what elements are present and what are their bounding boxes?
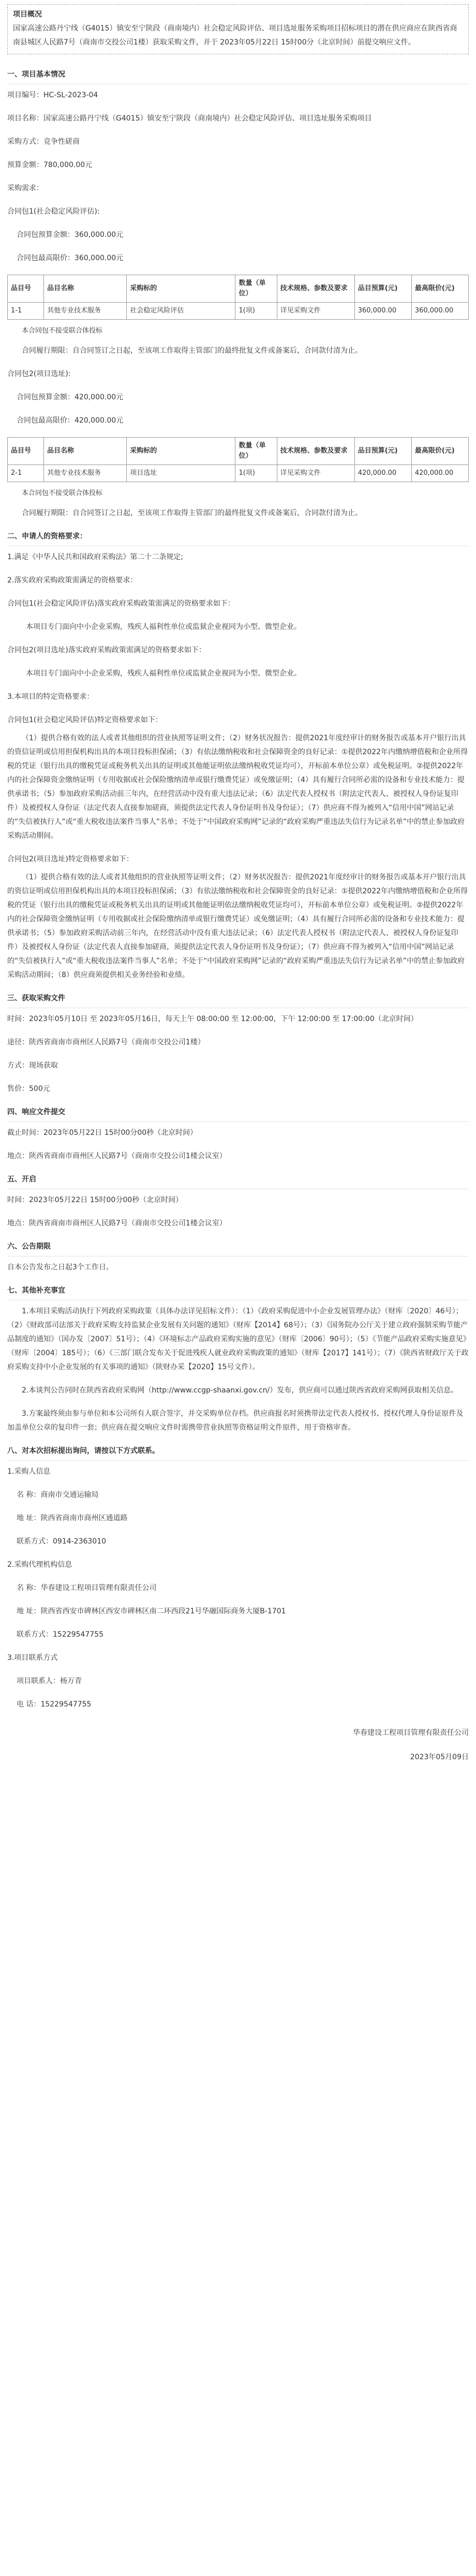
overview-text: 国家高速公路丹宁线（G4015）镇安至宁陕段（商南境内）社会稳定风险评估、项目选址服务采购项目招标项目的潜在供应商应在陕西省商南县城区人民路7号（商南市交投公司1楼）获取采购文件，并于 2023年05月22日 15时00分（北京时间）前提交响应文件。	[13, 24, 457, 47]
cell-max-price: 420,000.00	[411, 465, 468, 482]
submission-deadline: 截止时间：2023年05月22日 15时00分00秒（北京时间）	[7, 1129, 198, 1137]
supplementary-1: 1.本项目采购活动执行下列政府采购政策（具体办法详见招标文件）：（1）《政府采购促进中小企业发展管理办法》（财库〔2020〕46号）；（2）《财政部司法部关于政府采购支持监狱企业发展有关问题的通知》（财库【2014】68号）；（3）《国务院办公厅关于建立政府强制采购节能产品制度的通知》（国办发〔2007〕51号）；（4）《环境标志产品政府采购实施的意见》（财库〔2006〕90号）；（5）《节能产品政府采购实施意见》（财库〔2004〕185号）；（6）《三部门联合发布关于促进残疾人就业政府采购政策的通知》（财库【2017】141号）；（7）《陕西省财政厅关于政府采购支持中小企业发展的有关事项的通知》（陕财办采【2020】15号文件）。	[7, 1307, 469, 1371]
obtain-time: 时间：2023年05月10日 至 2023年05月16日，每天上午 08:00:00 至 12:00:00，下午 12:00:00 至 17:00:00（北京时间）	[7, 1015, 418, 1023]
opening-time: 时间：2023年05月22日 15时00分00秒（北京时间）	[7, 1196, 183, 1204]
section-title: 七、其他补充事宜	[7, 1284, 469, 1300]
lot1-policy-body: 本项目专门面向中小企业采购，残疾人福利性单位或监狱企业视同为小型、微型企业。	[26, 623, 301, 631]
lot-items-table	[7, 437, 469, 482]
col-header: 品目号	[8, 275, 44, 303]
project-overview-box	[7, 4, 469, 54]
cell-spec: 详见采购文件	[277, 303, 354, 320]
cell-budget: 360,000.00	[354, 303, 411, 320]
lot-items-table	[7, 275, 469, 320]
lot1-special-heading: 合同包1(社会稳定风险评估)特定资格要求如下：	[7, 716, 162, 724]
section-title: 五、开启	[7, 1173, 469, 1189]
demand-label: 采购需求：	[7, 184, 43, 192]
cell-item-name: 其他专业技术服务	[44, 303, 127, 320]
section-basic-info	[7, 68, 469, 520]
col-header: 品目预算(元)	[354, 275, 411, 303]
table-header-row	[8, 275, 469, 303]
buyer-address: 地 址：陕西省商南市商州区通道路	[17, 1514, 128, 1522]
contact-person: 项目联系人：杨万青	[17, 1677, 82, 1685]
cell-target: 项目选址	[127, 465, 235, 482]
lot2-special-body: （1）提供合格有效的法人或者其他组织的营业执照等证明文件；（2）财务状况报告：提供2021年度经审计的财务报告或基本开户银行出具的资信证明或信用担保机构出具的本项目投标担保函；（3）有依法缴纳税收和社会保障资金的良好记录：①提供2022年内缴纳增值税和企业所得税的凭证（银行出具的缴税凭证或税务机关出具的证明或其他能证明依法缴纳税收凭证均可），开标前本单位公章）或免税证明。②提供2022年内的社会保障资金缴纳证明（专用收据或社会保险缴纳清单或银行缴费凭证）或免缴证明；（4）具有履行合同所必需的设备和专业技术能力：提供承诺书；（5）参加政府采购活动前三年内，在经营活动中没有重大违法记录；（6）法定代表人授权书（附法定代表人、被授权人身份证复印件）及被授权人身份证（法定代表人直接参加磋商，须提供法定代表人身份证明书及身份证）；（7）供应商不得为被列入“信用中国”网站记录的“失信被执行人”或“重大税收违法案件当事人”名单；不处于“中国政府采购网”记录的“政府采购严重违法失信行为记录名单”中的禁止参加政府采购活动期间；（8）供应商须提供相关业务经验和业绩。	[7, 873, 468, 979]
col-header: 最高限价(元)	[411, 438, 468, 465]
cell-quantity: 1(项)	[235, 465, 277, 482]
cell-item-no: 2-1	[8, 465, 44, 482]
agency-phone: 联系方式：15229547755	[17, 1630, 103, 1639]
procurement-method: 采购方式：竞争性磋商	[7, 138, 80, 146]
supplementary-3: 3.方案最终须由参与单位和本公司所有人联合签字，并交采购单位存档。供应商报名时须携带法定代表人授权书、授权代理人身份证原件及加盖单位公章的复印件一套；供应商在提交响应文件时需携带营业执照等资格证明文件原件，用于资格审查。	[7, 1410, 464, 1432]
qualification-2: 2.落实政府采购政策需满足的资格要求：	[7, 576, 138, 585]
budget-amount: 预算金额：780,000.00元	[7, 161, 93, 169]
project-number: 项目编号：HC-SL-2023-04	[7, 91, 98, 99]
lot1-special-body: （1）提供合格有效的法人或者其他组织的营业执照等证明文件；（2）财务状况报告：提供2021年度经审计的财务报告或基本开户银行出具的资信证明或信用担保机构出具的本项目投标担保函；（3）有依法缴纳税收和社会保障资金的良好记录：①提供2022年内缴纳增值税和企业所得税的凭证（银行出具的缴税凭证或税务机关出具的证明或其他能证明依法缴纳税收凭证均可），开标前本单位公章）或免税证明。②提供2022年内的社会保障资金缴纳证明（专用收据或社会保险缴纳清单或银行缴费凭证）或免缴证明；（4）具有履行合同所必需的设备和专业技术能力：提供承诺书；（5）参加政府采购活动前三年内，在经营活动中没有重大违法记录；（6）法定代表人授权书（附法定代表人、被授权人身份证复印件）及被授权人身份证（法定代表人直接参加磋商，须提供法定代表人身份证明书及身份证）；（7）供应商不得为被列入“信用中国”网站记录的“失信被执行人”或“重大税收违法案件当事人”名单；不处于“中国政府采购网”记录的“政府采购严重违法失信行为记录名单”中的禁止参加政府采购活动期间。	[7, 734, 468, 840]
lot-heading: 合同包2(项目选址):	[7, 370, 71, 378]
section-qualifications	[7, 530, 469, 982]
footer-organization: 华春建设工程项目管理有限责任公司	[353, 1729, 469, 1737]
cell-target: 社会稳定风险评估	[127, 303, 235, 320]
notice-period-text: 自本公告发布之日起3个工作日。	[7, 1263, 113, 1271]
col-header: 品目名称	[44, 275, 127, 303]
lot-performance-period: 合同履行期限：自合同签订之日起，至该项工作取得主管部门的最终批复文件或备案后，合同款付清为止。	[22, 347, 362, 355]
project-name: 项目名称：国家高速公路丹宁线（G4015）镇安至宁陕段（商南境内）社会稳定风险评估、项目选址服务采购项目	[7, 114, 372, 123]
submission-place: 地点：陕西省商南市商州区人民路7号（商南市交投公司1楼会议室）	[7, 1152, 227, 1160]
cell-spec: 详见采购文件	[277, 465, 354, 482]
section-supplementary	[7, 1284, 469, 1435]
table-row	[8, 465, 469, 482]
section-notice-period	[7, 1240, 469, 1275]
lot-max-price: 合同包最高限价：360,000.00元	[17, 254, 124, 262]
opening-place: 地点：陕西省商南市商州区人民路7号（商南市交投公司1楼会议室）	[7, 1219, 227, 1227]
agency-heading: 2.采购代理机构信息	[7, 1561, 72, 1569]
col-header: 最高限价(元)	[411, 275, 468, 303]
col-header: 数量（单位）	[235, 438, 277, 465]
section-title: 二、申请人的资格要求：	[7, 530, 469, 546]
overview-title: 项目概况	[13, 10, 42, 19]
col-header: 品目号	[8, 438, 44, 465]
agency-name: 名 称：华春建设工程项目管理有限责任公司	[17, 1584, 157, 1592]
section-obtain-documents	[7, 992, 469, 1096]
lot2-special-heading: 合同包2(项目选址)特定资格要求如下：	[7, 855, 133, 863]
buyer-phone: 联系方式：0914-2363010	[17, 1537, 107, 1546]
section-title: 八、对本次招标提出询问，请按以下方式联系。	[7, 1444, 469, 1461]
table-row	[8, 303, 469, 320]
buyer-heading: 1.采购人信息	[7, 1467, 51, 1476]
lot-1	[7, 205, 469, 358]
lot-heading: 合同包1(社会稳定风险评估):	[7, 207, 100, 216]
col-header: 品目名称	[44, 438, 127, 465]
cell-item-name: 其他专业技术服务	[44, 465, 127, 482]
document-price: 售价：500元	[7, 1085, 50, 1093]
qualification-3: 3.本项目的特定资格要求：	[7, 693, 94, 701]
buyer-name: 名 称：商南市交通运输局	[17, 1491, 99, 1499]
lot-consortium-note: 本合同包不接受联合体投标	[22, 327, 103, 335]
obtain-method: 方式：现场获取	[7, 1061, 58, 1070]
col-header: 技术规格、参数及要求	[277, 438, 354, 465]
lot1-policy-heading: 合同包1(社会稳定风险评估)落实政府采购政策需满足的资格要求如下：	[7, 600, 235, 608]
section-submission	[7, 1105, 469, 1163]
contact-heading: 3.项目联系方式	[7, 1654, 58, 1662]
lot-budget: 合同包预算金额：360,000.00元	[17, 231, 124, 239]
cell-item-no: 1-1	[8, 303, 44, 320]
footer-date: 2023年05月09日	[410, 1753, 469, 1761]
cell-max-price: 360,000.00	[411, 303, 468, 320]
lot-performance-period: 合同履行期限：自合同签订之日起，至该项工作取得主管部门的最终批复文件或备案后，合同款付清为止。	[22, 509, 362, 517]
table-header-row	[8, 438, 469, 465]
lot-consortium-note: 本合同包不接受联合体投标	[22, 489, 103, 497]
col-header: 采购标的	[127, 275, 235, 303]
agency-address: 地 址：陕西省西安市碑林区西安市碑林区南二环西段21号华融国际商务大厦B-1701	[17, 1607, 286, 1615]
cell-quantity: 1(项)	[235, 303, 277, 320]
section-opening	[7, 1173, 469, 1231]
section-title: 四、响应文件提交	[7, 1105, 469, 1122]
col-header: 数量（单位）	[235, 275, 277, 303]
lot-2	[7, 367, 469, 520]
section-title: 六、公告期限	[7, 1240, 469, 1256]
lot2-policy-body: 本项目专门面向中小企业采购，残疾人福利性单位或监狱企业视同为小型、微型企业。	[26, 669, 301, 678]
lot-budget: 合同包预算金额：420,000.00元	[17, 393, 124, 401]
section-title: 三、获取采购文件	[7, 992, 469, 1008]
obtain-place: 途径：陕西省商南市商州区人民路7号（商南市交投公司1楼）	[7, 1038, 205, 1046]
cell-budget: 420,000.00	[354, 465, 411, 482]
contact-phone: 电 话：15229547755	[17, 1700, 92, 1709]
supplementary-2: 2.本谈判公告同时在陕西省政府采购网（http://www.ccgp-shaanxi.gov.cn/）发布，供应商可以通过陕西省政府采购网获取相关信息。	[22, 1386, 458, 1395]
qualification-1: 1.满足《中华人民共和国政府采购法》第二十二条规定;	[7, 553, 184, 561]
lot-max-price: 合同包最高限价：420,000.00元	[17, 416, 124, 425]
section-contacts	[7, 1444, 469, 1712]
lot2-policy-heading: 合同包2(项目选址)落实政府采购政策需满足的资格要求如下：	[7, 646, 206, 654]
section-title: 一、项目基本情况	[7, 68, 469, 84]
col-header: 品目预算(元)	[354, 438, 411, 465]
col-header: 技术规格、参数及要求	[277, 275, 354, 303]
col-header: 采购标的	[127, 438, 235, 465]
